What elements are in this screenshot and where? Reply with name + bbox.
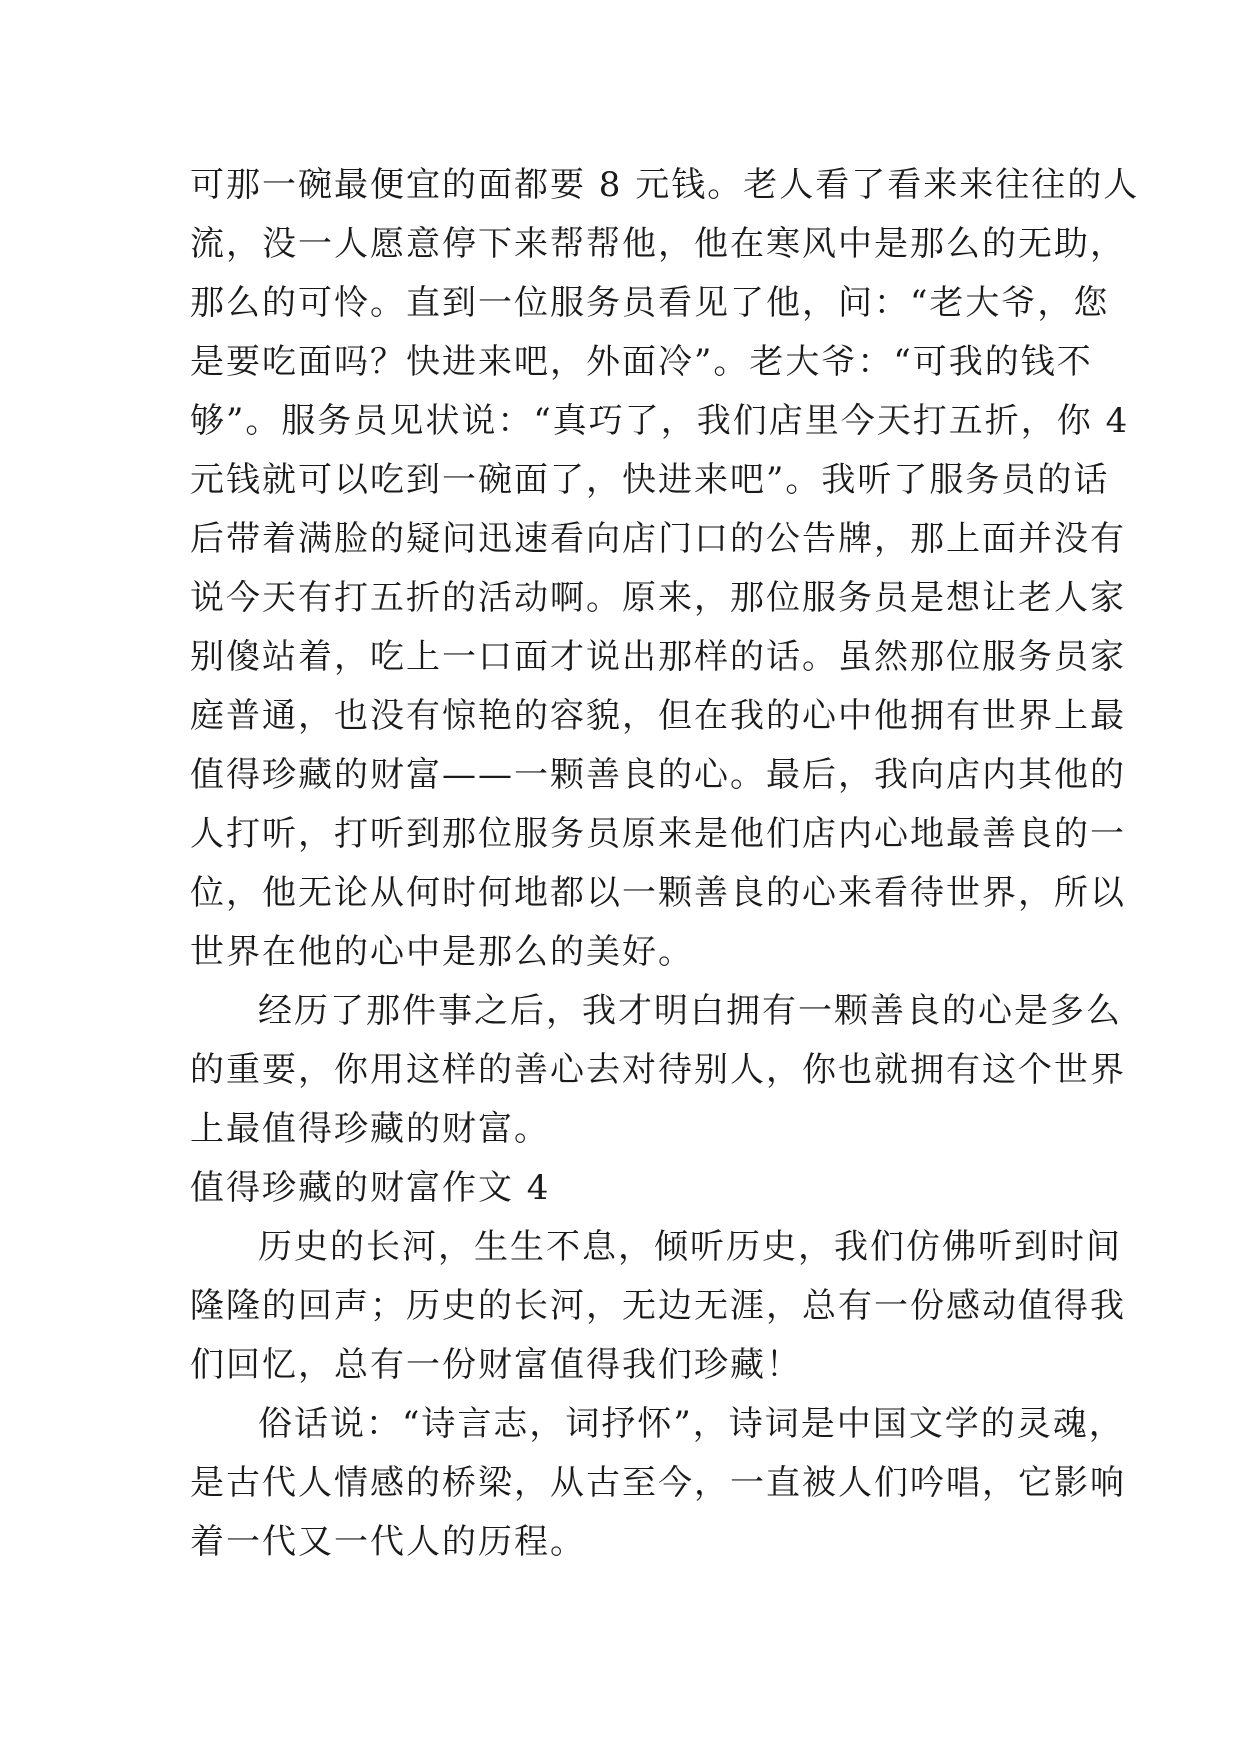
paragraph-line: 值得珍藏的财富——一颗善良的心。最后，我向店内其他的 xyxy=(190,755,1126,795)
section-heading: 值得珍藏的财富作文 4 xyxy=(190,1168,551,1208)
paragraph-line: 说今天有打五折的活动啊。原来，那位服务员是想让老人家 xyxy=(190,578,1126,618)
paragraph-line: 的重要，你用这样的善心去对待别人，你也就拥有这个世界 xyxy=(190,1050,1126,1090)
paragraph-line: 上最值得珍藏的财富。 xyxy=(190,1109,550,1149)
paragraph-3 xyxy=(190,1218,1126,1395)
paragraph-line: 经历了那件事之后，我才明白拥有一颗善良的心是多么 xyxy=(258,991,1122,1031)
paragraph-line: 俗话说：“诗言志，词抒怀”，诗词是中国文学的灵魂， xyxy=(258,1404,1125,1444)
paragraph-line: 是古代人情感的桥梁，从古至今，一直被人们吟唱，它影响 xyxy=(190,1463,1126,1503)
paragraph-line: 着一代又一代人的历程。 xyxy=(190,1522,586,1562)
paragraph-line: 隆隆的回声；历史的长河，无边无涯，总有一份感动值得我 xyxy=(190,1286,1126,1326)
paragraph-line: 后带着满脸的疑问迅速看向店门口的公告牌，那上面并没有 xyxy=(190,519,1126,559)
paragraph-line: 历史的长河，生生不息，倾听历史，我们仿佛听到时间 xyxy=(258,1227,1122,1267)
paragraph-line: 是要吃面吗？快进来吧，外面冷”。老大爷：“可我的钱不 xyxy=(190,342,1093,382)
paragraph-line: 那么的可怜。直到一位服务员看见了他，问：“老大爷，您 xyxy=(190,283,1110,323)
paragraph-line: 可那一碗最便宜的面都要 8 元钱。老人看了看来来往往的人 xyxy=(190,165,1140,205)
document-body xyxy=(190,156,1140,1572)
paragraph-line: 够”。服务员见状说：“真巧了，我们店里今天打五折，你 4 xyxy=(190,401,1130,441)
paragraph-line: 世界在他的心中是那么的美好。 xyxy=(190,932,694,972)
paragraph-2 xyxy=(190,982,1126,1159)
paragraph-line: 们回忆，总有一份财富值得我们珍藏！ xyxy=(190,1345,802,1385)
paragraph-line: 位，他无论从何时何地都以一颗善良的心来看待世界，所以 xyxy=(190,873,1126,913)
paragraph-line: 流，没一人愿意停下来帮帮他，他在寒风中是那么的无助， xyxy=(190,224,1126,264)
paragraph-4 xyxy=(190,1395,1126,1572)
paragraph-line: 人打听，打听到那位服务员原来是他们店内心地最善良的一 xyxy=(190,814,1126,854)
paragraph-line: 元钱就可以吃到一碗面了，快进来吧”。我听了服务员的话 xyxy=(190,460,1110,500)
paragraph-line: 庭普通，也没有惊艳的容貌，但在我的心中他拥有世界上最 xyxy=(190,696,1126,736)
paragraph-line: 别傻站着，吃上一口面才说出那样的话。虽然那位服务员家 xyxy=(190,637,1126,677)
paragraph-1 xyxy=(190,156,1140,982)
